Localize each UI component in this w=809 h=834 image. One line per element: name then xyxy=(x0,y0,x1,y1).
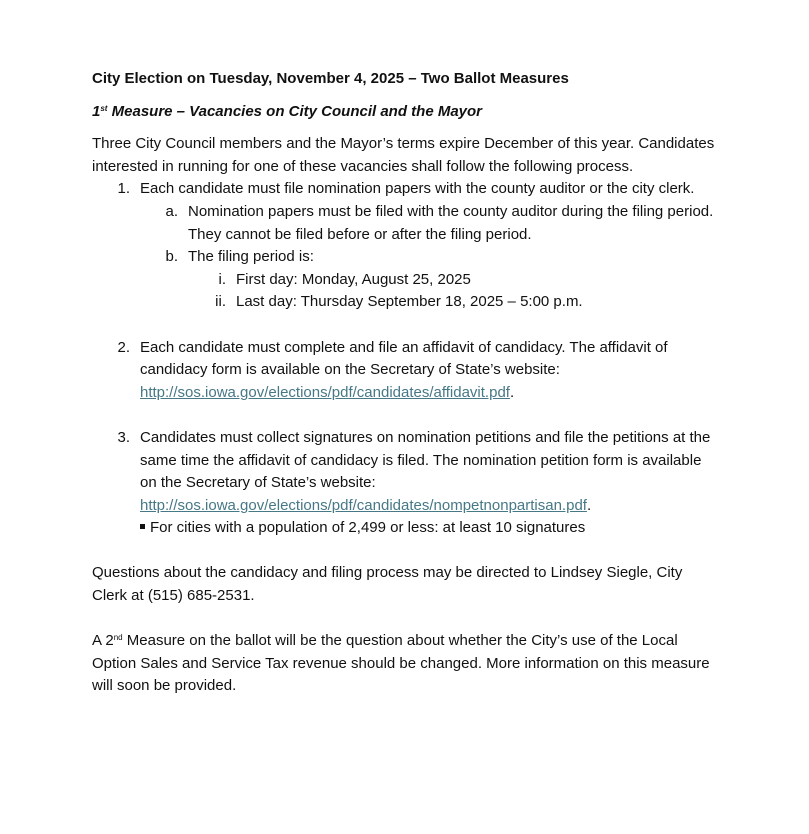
bullet-text: For cities with a population of 2,499 or less: at least 10 signatures xyxy=(150,519,586,537)
list-marker-1: 1. xyxy=(117,180,130,198)
list-text-1b: The filing period is: xyxy=(188,248,314,266)
measure2-text: Measure on the ballot will be the question about whether the City’s use of the Local Option Sales and Service Tax revenue should be changed. More information on this measure will soon be provided. xyxy=(92,632,710,695)
nomination-petition-link[interactable]: http://sos.iowa.gov/elections/pdf/candidates/nompetnonpartisan.pdf xyxy=(140,496,587,514)
list-marker-1b-i: i. xyxy=(218,270,226,288)
list-item-1a xyxy=(92,201,717,246)
list-text-2-end: . xyxy=(509,383,515,401)
list-text-2 xyxy=(140,337,717,405)
measure1-number: 1 xyxy=(92,102,101,120)
list-text-1b-i: First day: Monday, August 25, 2025 xyxy=(236,270,471,288)
list-text-1: Each candidate must file nomination papers with the county auditor or the city clerk. xyxy=(140,180,695,198)
list-marker-1b: b. xyxy=(165,248,178,266)
list-marker-1b-ii: ii. xyxy=(215,293,226,311)
list-item-1b-i xyxy=(92,269,717,292)
list-text-3-body: Candidates must collect signatures on nomination petitions and file the petitions at the same time the affidavit of candidacy is filed. The nomination petition form is available on the Secretary of State’s website: xyxy=(140,428,711,492)
list-text-2-body: Each candidate must complete and file an affidavit of candidacy. The affidavit of candidacy form is available on the Secretary of State’s website: xyxy=(140,338,668,379)
list-marker-3: 3. xyxy=(117,428,130,446)
square-bullet-icon xyxy=(140,524,145,529)
list-item-2 xyxy=(92,337,717,405)
measure1-ordinal: st xyxy=(100,103,108,113)
affidavit-link[interactable]: http://sos.iowa.gov/elections/pdf/candidates/affidavit.pdf xyxy=(140,383,510,401)
list-item-3 xyxy=(92,427,717,517)
measure2-paragraph xyxy=(92,630,717,698)
measure1-title: Measure – Vacancies on City Council and the Mayor xyxy=(107,102,483,120)
intro-paragraph: Three City Council members and the Mayor’s terms expire December of this year. Candidates interested in running for one of these vacancies shall follow the following process. xyxy=(92,135,715,175)
bullet-item xyxy=(92,517,717,540)
document-title: City Election on Tuesday, November 4, 2025 – Two Ballot Measures xyxy=(92,70,569,87)
list-item-1b-ii xyxy=(92,291,717,314)
list-text-1a: Nomination papers must be filed with the county auditor during the filing period. They cannot be filed before or after the filing period. xyxy=(188,202,714,243)
spacer xyxy=(92,404,717,427)
list-item-1 xyxy=(92,178,717,201)
measure1-heading xyxy=(92,101,717,124)
list-marker-2: 2. xyxy=(117,338,130,356)
list-item-1b xyxy=(92,246,717,269)
list-text-3-end: . xyxy=(586,496,592,514)
list-text-1b-ii: Last day: Thursday September 18, 2025 – 5:00 p.m. xyxy=(236,293,583,311)
list-marker-1a: a. xyxy=(165,202,178,220)
questions-paragraph: Questions about the candidacy and filing process may be directed to Lindsey Siegle, City Clerk at (515) 685-2531. xyxy=(92,564,683,605)
spacer xyxy=(92,608,717,631)
spacer xyxy=(92,540,717,563)
measure2-prefix: A 2 xyxy=(92,632,114,650)
document-body xyxy=(92,68,717,698)
list-text-3 xyxy=(140,427,717,517)
measure2-ordinal: nd xyxy=(113,633,123,643)
spacer xyxy=(92,314,717,337)
